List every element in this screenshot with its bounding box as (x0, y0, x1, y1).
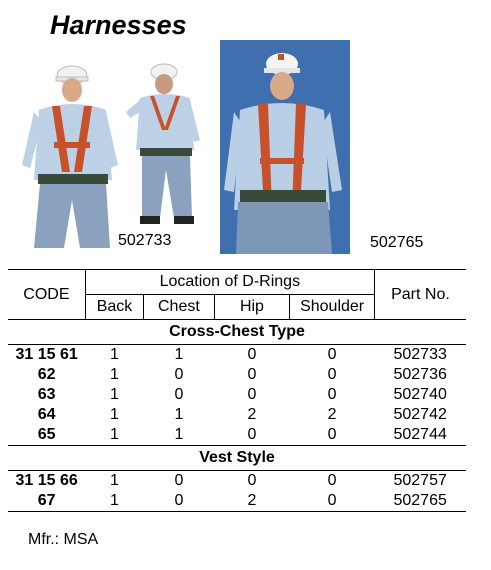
cell-part: 502740 (393, 386, 447, 403)
harness-photo-cross-chest (14, 50, 214, 250)
cell-back: 1 (85, 491, 143, 512)
header-back: Back (85, 295, 143, 320)
header-part-no: Part No. (374, 270, 466, 320)
cell-chest: 1 (174, 346, 184, 363)
table-row (8, 471, 466, 492)
cell-code: 31 15 61 (15, 346, 78, 363)
cell-shoulder: 0 (290, 491, 375, 512)
section-title: Cross-Chest Type (8, 320, 466, 345)
cell-shoulder: 0 (327, 386, 337, 403)
cell-hip: 2 (247, 406, 257, 423)
cell-part: 502744 (393, 426, 447, 443)
cell-shoulder: 0 (327, 366, 337, 383)
spec-table (8, 269, 466, 512)
table-header-row (8, 270, 466, 295)
header-chest: Chest (144, 295, 214, 320)
cell-part: 502733 (393, 346, 447, 363)
manufacturer-note: Mfr.: MSA (28, 531, 99, 548)
cell-code: 67 (8, 491, 85, 512)
worker-back-figure (126, 64, 200, 224)
cell-hip: 2 (214, 491, 290, 512)
cell-back: 1 (110, 426, 119, 443)
cell-part: 502757 (393, 472, 447, 489)
cell-back: 1 (110, 346, 119, 363)
cell-back: 1 (110, 472, 119, 489)
cell-shoulder: 0 (327, 346, 337, 363)
worker-front-figure (22, 66, 118, 248)
table-row (8, 425, 466, 446)
cell-shoulder: 0 (327, 426, 337, 443)
harness-photo-vest (220, 40, 350, 254)
cell-chest: 0 (144, 491, 214, 512)
header-code: CODE (8, 270, 85, 320)
cell-code: 31 15 66 (15, 472, 78, 489)
cell-code: 65 (37, 426, 56, 443)
header-d-rings-group: Location of D-Rings (85, 270, 374, 295)
cell-code: 62 (37, 366, 56, 383)
section-header (8, 446, 466, 471)
cell-shoulder: 2 (327, 406, 337, 423)
table-row (8, 405, 466, 425)
cell-code: 64 (37, 406, 56, 423)
cell-chest: 1 (174, 406, 184, 423)
cell-hip: 0 (247, 366, 257, 383)
cell-back: 1 (110, 366, 119, 383)
cell-back: 1 (110, 386, 119, 403)
section-title: Vest Style (8, 446, 466, 471)
photo-caption: 502765 (370, 234, 424, 251)
cell-back: 1 (110, 406, 119, 423)
page-title: Harnesses (50, 10, 187, 40)
section-header (8, 320, 466, 345)
header-shoulder: Shoulder (290, 295, 375, 320)
table-row (8, 385, 466, 405)
cell-code: 63 (37, 386, 56, 403)
cell-hip: 0 (247, 346, 257, 363)
cell-shoulder: 0 (327, 472, 337, 489)
cell-hip: 0 (247, 386, 257, 403)
cell-chest: 0 (174, 472, 184, 489)
cell-hip: 0 (247, 472, 257, 489)
cell-chest: 1 (174, 426, 184, 443)
cell-hip: 0 (247, 426, 257, 443)
photo-caption: 502733 (118, 232, 172, 249)
table-row (8, 345, 466, 366)
header-hip: Hip (214, 295, 290, 320)
cell-chest: 0 (174, 386, 184, 403)
cell-part: 502765 (374, 491, 466, 512)
cell-part: 502742 (393, 406, 447, 423)
table-row (8, 491, 466, 512)
cell-chest: 0 (174, 366, 184, 383)
cell-part: 502736 (393, 366, 447, 383)
table-row (8, 365, 466, 385)
